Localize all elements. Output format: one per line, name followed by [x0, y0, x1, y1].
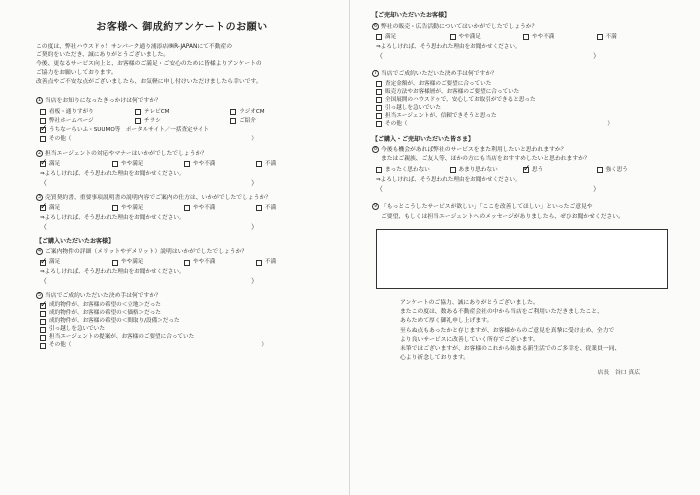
- option-label: まったく思わない: [385, 166, 430, 173]
- option-other[interactable]: [40, 136, 328, 143]
- option-label: 販売方法やお客様層が、お客様のご要望に合っていた: [385, 88, 520, 95]
- question-number: 2: [37, 150, 42, 156]
- option-label: その他（: [49, 135, 72, 142]
- option-label: うちなーらいふ・SUUMO等 ポータルサイト／一括査定サイト: [49, 126, 210, 133]
- question-text: 当店でご成約いただいた決め手は何ですか？: [45, 292, 161, 299]
- paren-close: ）: [607, 120, 613, 127]
- question-number: 5: [37, 292, 42, 298]
- option-portal-site[interactable]: [40, 127, 328, 134]
- option-label: やや満足: [458, 33, 481, 40]
- question-number: 3: [37, 194, 42, 200]
- question-8: [372, 146, 670, 193]
- intro-line: 今後、更なるサービス向上と、お客様のご満足・ご安心のために皆様よりアンケートの: [36, 61, 262, 68]
- intro-text: [36, 43, 328, 88]
- checkbox-checked[interactable]: [40, 127, 46, 133]
- checkbox[interactable]: [256, 260, 262, 266]
- feedback-textarea[interactable]: [376, 229, 668, 289]
- option-satisfied[interactable]: [40, 205, 112, 212]
- checkbox[interactable]: [230, 109, 236, 115]
- right-column: [350, 0, 700, 495]
- question-text: 弊社の販売・広告活動についてはいかがでしたでしょうか？: [381, 23, 538, 30]
- option-label: あまり思わない: [458, 166, 498, 173]
- option-radio-cm[interactable]: [230, 109, 325, 116]
- option-layout[interactable]: [40, 318, 328, 325]
- option-label: 成約物件が、お客様の希望の＜立地＞だった: [49, 302, 161, 309]
- option-label: 満足: [49, 259, 61, 266]
- option-strongly-yes[interactable]: [597, 167, 671, 174]
- option-location[interactable]: [40, 302, 328, 309]
- closing-message: [372, 299, 670, 364]
- option-trusted-agent[interactable]: [376, 113, 670, 120]
- closing-line: アンケートのご協力、誠にありがとうございました。: [400, 299, 539, 306]
- checkbox[interactable]: [184, 260, 190, 266]
- checkbox-checked[interactable]: [40, 161, 46, 167]
- closing-line: 未筆ではございますが、お客様のこれから始まる新生活でのご多幸を、従業員一同、: [400, 346, 621, 353]
- option-label: やや不満: [193, 259, 216, 266]
- option-somewhat-dissatisfied[interactable]: [184, 161, 256, 168]
- question-number: 4: [37, 249, 42, 254]
- option-label: 強く思う: [605, 166, 628, 173]
- option-nationwide[interactable]: [376, 97, 670, 104]
- option-label: 引っ越しを急いでいた: [385, 104, 441, 111]
- question-text: 担当エージェントの対応やマナーはいかがでしたでしょうか？: [45, 150, 208, 157]
- question-text-line2: またはご親族、ご友人等、ほかの方にも当店をおすすめしたいと思われますか？: [381, 156, 590, 163]
- intro-line: ご協力をお願いしております。: [36, 70, 117, 77]
- option-label: 思う: [532, 166, 544, 173]
- question-number: 7: [373, 71, 378, 77]
- option-somewhat-dissatisfied[interactable]: [523, 34, 597, 41]
- option-appraisal[interactable]: [376, 81, 670, 88]
- option-label: やや不満: [193, 204, 216, 211]
- closing-line: 至らぬ点もあったかと存じますが、お客様からのご意見を真摯に受け止め、全力で: [400, 327, 615, 334]
- checkbox[interactable]: [112, 205, 118, 211]
- question-text: 売買契約書、重要事項説明書の説明内容でご案内の仕方は、いかがでしたでしょうか？: [45, 194, 272, 201]
- question-number: 8: [373, 147, 378, 153]
- option-label: その他（: [385, 120, 408, 127]
- closing-line: またこの度は、数ある不動産会社の中から当店をご利用いただきましたこと、: [400, 309, 603, 316]
- checkbox[interactable]: [184, 161, 190, 167]
- checkbox[interactable]: [376, 105, 382, 111]
- option-label: 不満: [605, 33, 617, 40]
- option-yes[interactable]: [523, 167, 597, 174]
- checkbox[interactable]: [40, 335, 46, 341]
- option-dissatisfied[interactable]: [256, 205, 328, 212]
- option-label: やや満足: [121, 160, 144, 167]
- checkbox[interactable]: [112, 161, 118, 167]
- reason-field[interactable]: （ ）: [40, 178, 258, 187]
- question-text: 当店をお知りになったきっかけは何ですか？: [45, 98, 161, 105]
- document-title: お客様へ 御成約アンケートのお願い: [96, 22, 268, 33]
- option-label: ご紹介: [239, 117, 256, 124]
- option-other[interactable]: [376, 121, 670, 128]
- option-homepage[interactable]: [40, 118, 135, 125]
- option-dissatisfied[interactable]: [597, 34, 671, 41]
- option-somewhat-satisfied[interactable]: [112, 161, 184, 168]
- option-label: チラシ: [144, 117, 161, 124]
- question-9: [372, 203, 670, 288]
- option-label: やや不満: [193, 160, 216, 167]
- option-label: やや満足: [121, 259, 144, 266]
- checkbox[interactable]: [135, 118, 141, 124]
- option-label: 満足: [49, 204, 61, 211]
- reason-prompt: ⇒よろしければ、そう思われた理由をお聞かせください。: [376, 43, 521, 50]
- option-label: 担当エージェントが、信頼できそうと思った: [385, 112, 497, 119]
- question-5: [36, 292, 328, 349]
- checkbox[interactable]: [184, 205, 190, 211]
- option-label: 引っ越しを急いでいた: [49, 326, 105, 333]
- option-label: 満足: [385, 33, 397, 40]
- reason-prompt: ⇒よろしければ、そう思われた理由をお聞かせください。: [40, 214, 185, 221]
- checkbox[interactable]: [112, 260, 118, 266]
- checkbox[interactable]: [40, 109, 46, 115]
- checkbox[interactable]: [256, 161, 262, 167]
- question-number: 9: [373, 204, 378, 210]
- checkbox[interactable]: [40, 319, 46, 325]
- closing-line: あらためて厚く御礼申し上げます。: [400, 318, 493, 325]
- option-satisfied[interactable]: [40, 161, 112, 168]
- section-heading-all: 【ご購入・ご売却いただいた皆さま】: [372, 135, 475, 143]
- checkbox[interactable]: [597, 167, 603, 173]
- checkbox[interactable]: [450, 34, 456, 40]
- checkbox[interactable]: [256, 205, 262, 211]
- checkbox[interactable]: [376, 89, 382, 95]
- question-1: [36, 97, 328, 143]
- option-dissatisfied[interactable]: [256, 161, 328, 168]
- closing-line: 心より祈念しております。: [400, 355, 470, 362]
- option-somewhat-satisfied[interactable]: [112, 205, 184, 212]
- reason-field[interactable]: （ ）: [40, 277, 258, 286]
- question-text: ご案内物件の詳細（メリットやデメリット）説明はいかがでしたでしょうか？: [45, 249, 248, 255]
- checkbox-checked[interactable]: [523, 167, 529, 173]
- checkbox[interactable]: [376, 113, 382, 119]
- option-other[interactable]: [40, 342, 328, 349]
- section-heading-seller: 【ご売却いただいたお客様】: [372, 12, 451, 19]
- question-3: [36, 194, 328, 232]
- option-tv-cm[interactable]: [135, 109, 230, 116]
- intro-line: 改善点やご不安な点がございましたら、お気軽に申し付けいただけましたら幸いです。: [36, 79, 262, 86]
- reason-prompt: ⇒よろしければ、そう思われた理由をお聞かせください。: [40, 170, 185, 177]
- question-7: [372, 70, 670, 127]
- checkbox[interactable]: [450, 167, 456, 173]
- question-number: 1: [37, 98, 42, 104]
- checkbox-checked[interactable]: [40, 260, 46, 266]
- reason-prompt: ⇒よろしければ、そう思われた理由をお聞かせください。: [376, 176, 521, 183]
- option-satisfied[interactable]: [40, 259, 112, 266]
- checkbox[interactable]: [597, 34, 603, 40]
- option-somewhat-satisfied[interactable]: [112, 259, 184, 266]
- option-label: 不満: [265, 204, 277, 211]
- signature: 店長 谷口 真広: [597, 369, 640, 376]
- option-label: その他（: [49, 342, 72, 349]
- reason-field[interactable]: （ ）: [376, 184, 600, 193]
- option-somewhat-dissatisfied[interactable]: [184, 259, 256, 266]
- checkbox[interactable]: [40, 343, 46, 349]
- option-not-at-all[interactable]: [376, 167, 450, 174]
- paren-close: ）: [261, 342, 267, 349]
- checkbox[interactable]: [376, 167, 382, 173]
- option-label: 成約物件が、お客様の希望の＜間取り/設備＞だった: [49, 318, 180, 325]
- option-label: 看板・通りすがり: [49, 108, 94, 115]
- option-label: 弊社ホームページ: [49, 117, 94, 124]
- checkbox[interactable]: [523, 34, 529, 40]
- option-label: やや満足: [121, 204, 144, 211]
- checkbox[interactable]: [376, 81, 382, 87]
- question-6: [372, 23, 670, 61]
- checkbox[interactable]: [376, 97, 382, 103]
- checkbox-checked[interactable]: [40, 303, 46, 309]
- checkbox[interactable]: [135, 109, 141, 115]
- question-text-line2: ご要望、もしくは担当エージェントへのメッセージがありましたら、ぜひお聞かせください。: [381, 213, 624, 220]
- intro-line: ご契約をいただき、誠にありがとうございました。: [36, 52, 170, 59]
- closing-line: より良いサービスに改善していく所存でございます。: [400, 336, 539, 343]
- option-agent-proposal[interactable]: [40, 334, 328, 341]
- option-label: 成約物件が、お客様の希望の＜価格＞だった: [49, 310, 161, 317]
- option-label: 査定金額が、お客様のご要望に合っていた: [385, 80, 492, 87]
- question-text: 「もっとこうしたサービスが欲しい」「ここを改善してほしい」といったご意見や: [381, 204, 593, 211]
- intro-line: この度は、弊社ハウスドゥ！サンパーク通り浦添店㈱R-JAPANにて不動産の: [36, 43, 233, 50]
- question-text: 当店でご成約いただいた決め手は何ですか？: [381, 71, 497, 78]
- option-label: 全国展開のハウスドゥで、安心してお取引ができると思った: [385, 96, 536, 103]
- option-satisfied[interactable]: [376, 34, 450, 41]
- option-label: 担当エージェントの提案が、お客様のご要望に合っていた: [49, 334, 195, 341]
- paren-close: ）: [251, 135, 257, 142]
- option-label: 満足: [49, 160, 61, 167]
- option-not-really[interactable]: [450, 167, 524, 174]
- option-label: テレビCM: [144, 108, 170, 115]
- question-4: [36, 248, 328, 286]
- question-text: 今後も機会があれば弊社のサービスをまた利用したいと思われますか？: [381, 147, 567, 154]
- reason-prompt: ⇒よろしければ、そう思われた理由をお聞かせください。: [40, 269, 185, 276]
- option-label: やや不満: [532, 33, 555, 40]
- question-2: [36, 150, 328, 188]
- checkbox[interactable]: [230, 118, 236, 124]
- option-price[interactable]: [40, 310, 328, 317]
- option-referral[interactable]: [230, 118, 325, 125]
- checkbox[interactable]: [40, 136, 46, 142]
- option-dissatisfied[interactable]: [256, 259, 328, 266]
- checkbox[interactable]: [40, 311, 46, 317]
- option-moving-hurry[interactable]: [40, 326, 328, 333]
- option-somewhat-dissatisfied[interactable]: [184, 205, 256, 212]
- option-moving-hurry[interactable]: [376, 105, 670, 112]
- checkbox-checked[interactable]: [40, 205, 46, 211]
- option-flyer[interactable]: [135, 118, 230, 125]
- checkbox[interactable]: [40, 327, 46, 333]
- option-somewhat-satisfied[interactable]: [450, 34, 524, 41]
- reason-field[interactable]: （ ）: [376, 51, 600, 60]
- option-label: 不満: [265, 259, 277, 266]
- option-signboard[interactable]: [40, 109, 135, 116]
- reason-field[interactable]: （ ）: [40, 222, 258, 231]
- option-label: ラジオCM: [239, 108, 265, 115]
- section-heading-purchase: 【ご購入いただいたお客様】: [36, 237, 115, 245]
- checkbox[interactable]: [376, 121, 382, 127]
- checkbox[interactable]: [376, 34, 382, 40]
- option-label: 不満: [265, 160, 277, 167]
- question-number: 6: [373, 23, 378, 29]
- option-sales-method[interactable]: [376, 89, 670, 96]
